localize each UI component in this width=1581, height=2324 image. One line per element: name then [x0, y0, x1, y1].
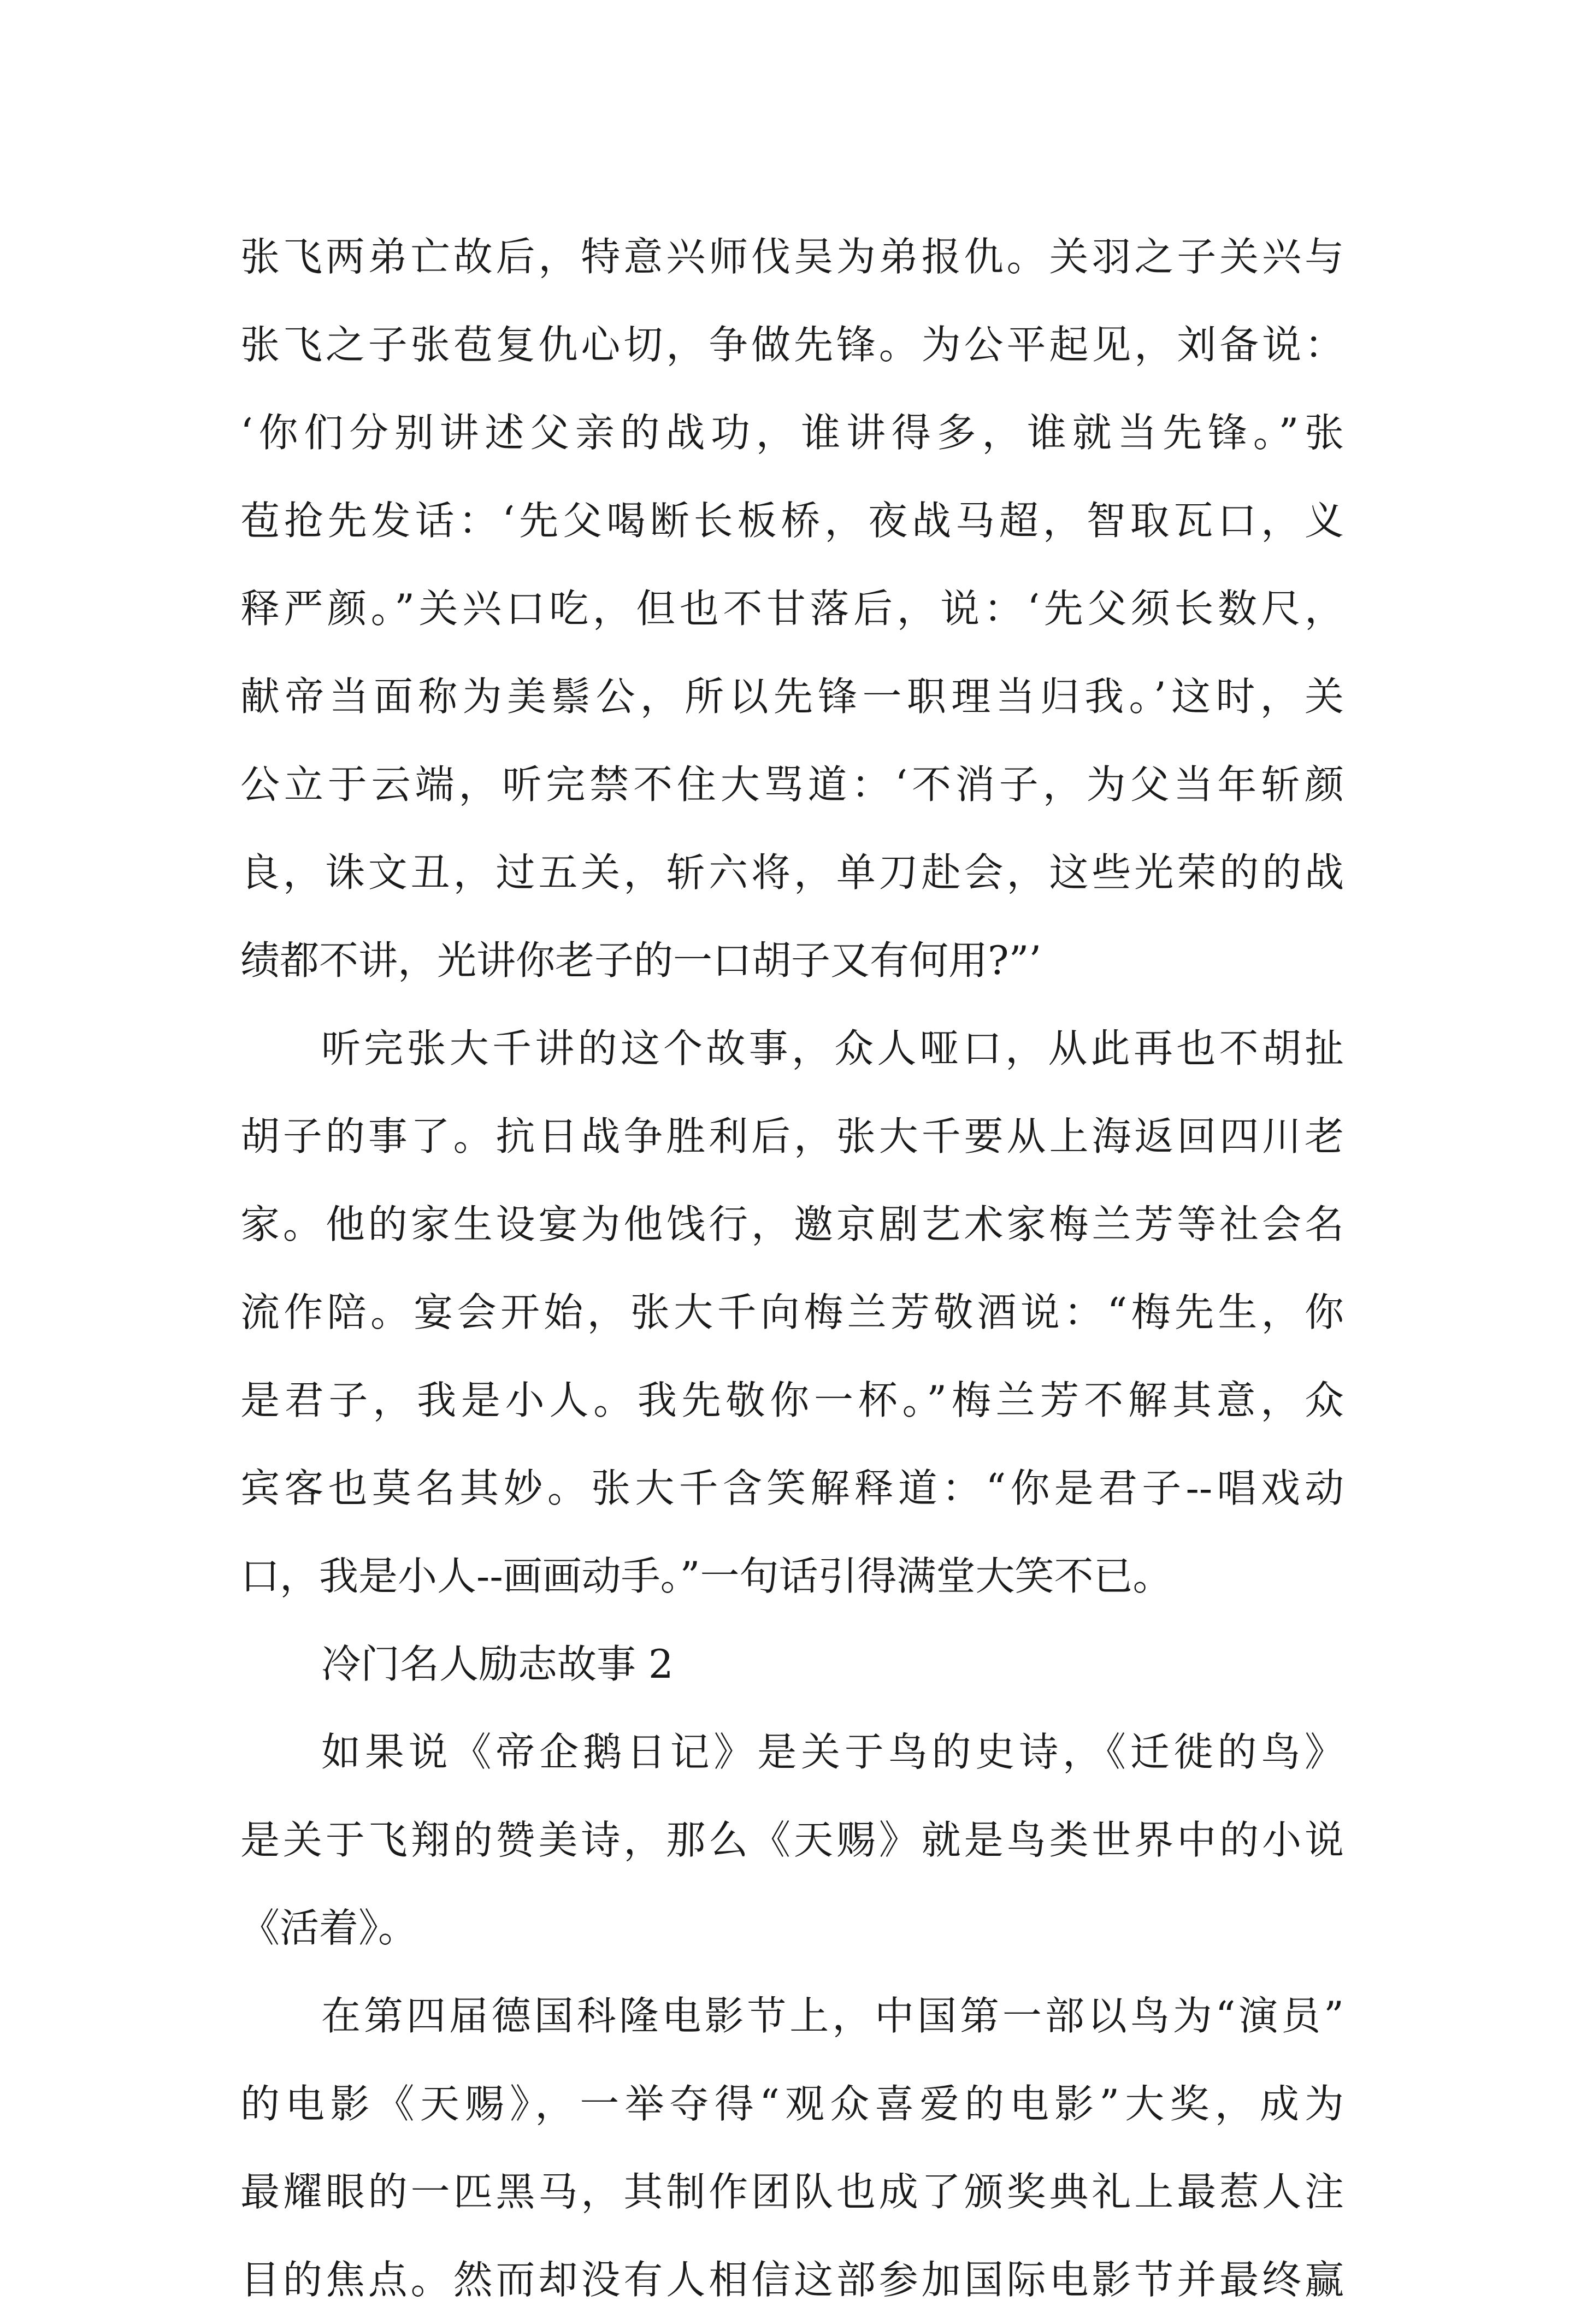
text-line: 献帝当面称为美鬃公，所以先锋一职理当归我。’这时，关 [240, 674, 1344, 719]
text-line: 是关于飞翔的赞美诗，那么《天赐》就是鸟类世界中的小说 [240, 1817, 1344, 1863]
text-line: 家。他的家生设宴为他饯行，邀京剧艺术家梅兰芳等社会名 [240, 1201, 1344, 1247]
section-heading: 冷门名人励志故事 2 [321, 1641, 674, 1687]
text-line: 良，诛文丑，过五关，斩六将，单刀赴会，这些光荣的的战 [240, 850, 1344, 895]
text-line: 张飞两弟亡故后，特意兴师伐吴为弟报仇。关羽之子关兴与 [240, 234, 1344, 280]
text-line: 公立于云端，听完禁不住大骂道：‘不消子，为父当年斩颜 [240, 762, 1344, 807]
body-text [240, 213, 1344, 2324]
text-line: 释严颜。”关兴口吃，但也不甘落后，说：‘先父须长数尺， [240, 586, 1344, 632]
text-line: 绩都不讲，光讲你老子的一口胡子又有何用?”’ [240, 937, 1042, 983]
text-line: 胡子的事了。抗日战争胜利后，张大千要从上海返回四川老 [240, 1113, 1344, 1159]
text-line: 宾客也莫名其妙。张大千含笑解释道：“你是君子--唱戏动 [240, 1465, 1344, 1511]
text-line: 听完张大千讲的这个故事，众人哑口，从此再也不胡扯 [321, 1025, 1344, 1071]
text-line: 《活着》。 [240, 1905, 418, 1951]
text-line: 流作陪。宴会开始，张大千向梅兰芳敬酒说：“梅先生，你 [240, 1289, 1344, 1335]
text-line: 目的焦点。然而却没有人相信这部参加国际电影节并最终赢 [240, 2257, 1344, 2303]
text-line: ‘你们分别讲述父亲的战功，谁讲得多，谁就当先锋。”张 [240, 410, 1344, 456]
text-line: 如果说《帝企鹅日记》是关于鸟的史诗，《迁徙的鸟》 [321, 1729, 1344, 1775]
text-line: 在第四届德国科隆电影节上，中国第一部以鸟为“演员” [321, 1993, 1344, 2039]
text-line: 口，我是小人--画画动手。”一句话引得满堂大笑不已。 [240, 1553, 1172, 1599]
text-line: 的电影《天赐》，一举夺得“观众喜爱的电影”大奖，成为 [240, 2081, 1344, 2127]
text-line: 苞抢先发话：‘先父喝断长板桥，夜战马超，智取瓦口，义 [240, 498, 1344, 544]
text-line: 最耀眼的一匹黑马，其制作团队也成了颁奖典礼上最惹人注 [240, 2169, 1344, 2215]
text-line: 张飞之子张苞复仇心切，争做先锋。为公平起见，刘备说： [240, 322, 1344, 368]
text-line: 是君子，我是小人。我先敬你一杯。”梅兰芳不解其意，众 [240, 1377, 1344, 1423]
